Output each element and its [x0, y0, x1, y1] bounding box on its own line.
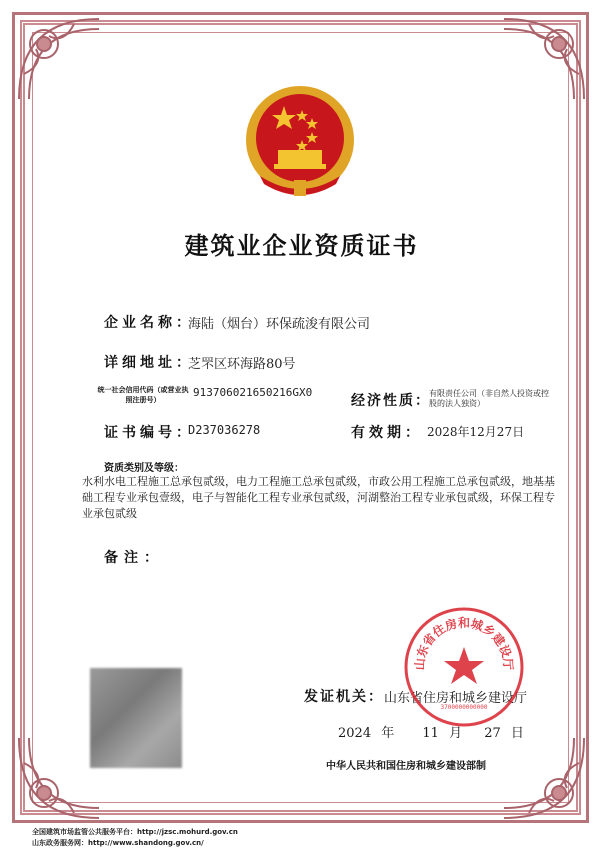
footer-line-2: 山东政务服务网：http://www.shandong.gov.cn/ — [32, 839, 204, 847]
enterprise-name-label: 企业名称： — [104, 315, 194, 331]
issuer-label: 发证机关： — [304, 689, 384, 705]
national-emblem-icon — [240, 84, 360, 202]
seal-code: 3700000000000 — [440, 704, 488, 711]
official-seal-icon — [402, 605, 526, 729]
scope-label: 资质类别及等级： — [104, 463, 184, 474]
credit-code-value: 913706021650216GX0 — [193, 386, 313, 399]
credit-code-label: 统一社会信用代码（或营业执照注册号） — [97, 386, 189, 404]
issue-month: 11 — [422, 726, 439, 741]
certificate-title: 建筑业企业资质证书 — [184, 231, 419, 260]
issue-month-unit: 月 — [449, 726, 463, 741]
redacted-image — [90, 668, 182, 768]
remark-label: 备注： — [104, 550, 164, 566]
issue-day: 27 — [484, 726, 501, 741]
cert-number-label: 证书编号： — [104, 425, 194, 441]
corner-ornament-icon — [499, 733, 589, 823]
footer-line-1: 全国建筑市场监管公共服务平台：http://jzsc.mohurd.gov.cn — [32, 828, 238, 836]
ministry-text: 中华人民共和国住房和城乡建设部制 — [326, 761, 486, 772]
scope-value: 水利水电工程施工总承包贰级，电力工程施工总承包贰级，市政公用工程施工总承包贰级，地基基础工程专业承包壹级，电子与智能化工程专业承包贰级，河湖整治工程专业承包贰级，环保工程专业承包贰级 — [82, 475, 555, 520]
valid-until-label: 有效期： — [351, 425, 423, 441]
valid-until-value: 2028年12月27日 — [427, 425, 525, 439]
enterprise-name-value: 海陆（烟台）环保疏浚有限公司 — [188, 317, 371, 332]
issue-day-unit: 日 — [510, 726, 524, 741]
issue-year-unit: 年 — [381, 726, 395, 741]
economic-nature-value: 有限责任公司（非自然人投资或控股的法人独资） — [429, 389, 549, 408]
issue-year: 2024 — [338, 726, 372, 741]
address-value: 芝罘区环海路80号 — [188, 357, 296, 372]
cert-number-value: D237036278 — [188, 423, 261, 437]
issuer-value: 山东省住房和城乡建设厅 — [384, 691, 528, 706]
economic-nature-label: 经济性质： — [351, 393, 431, 409]
address-label: 详细地址： — [104, 355, 194, 371]
corner-ornament-icon — [14, 14, 104, 104]
seal-text: 山东省住房和城乡建设厅 — [412, 616, 516, 671]
issue-date — [338, 722, 524, 741]
corner-ornament-icon — [499, 14, 589, 104]
